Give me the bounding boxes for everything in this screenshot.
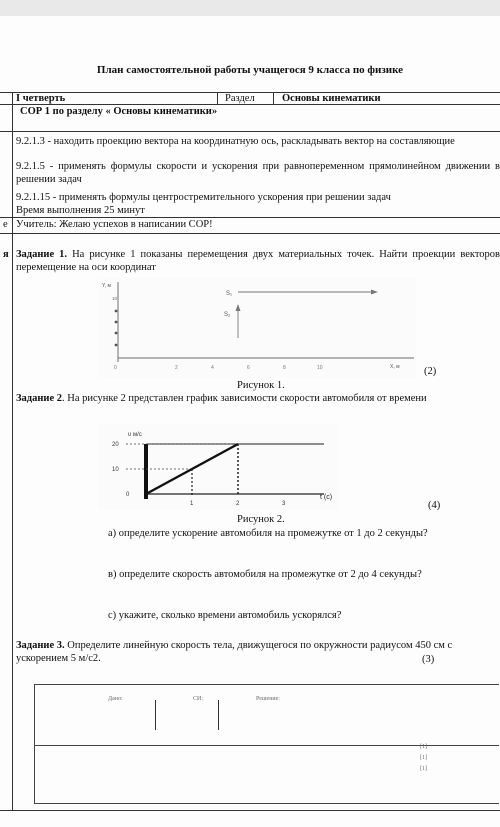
objective-1: 9.2.1.3 - находить проекцию вектора на координатную ось, раскладывать вектор на составляющие <box>16 136 455 147</box>
teacher-wish: Учитель: Желаю успехов в написании СОР! <box>16 219 213 230</box>
x-tick-label: 2 <box>175 365 178 371</box>
table-border-bottom <box>0 810 500 811</box>
objective-2: 9.2.1.5 - применять формулы скорости и ускорения при равнопеременном прямолинейном движении в решении задач <box>16 161 500 185</box>
task2-body: . На рисунке 2 представлен график зависимости скорости автомобиля от времени <box>62 393 427 404</box>
mark-2: [1] <box>420 755 427 761</box>
x-axis-label: X, м <box>390 364 400 370</box>
task2-label: Задание 2 <box>16 393 62 404</box>
quarter-label: I четверть <box>16 93 66 104</box>
answer-col-si: СИ: <box>193 696 204 702</box>
task3-label: Задание 3. <box>16 640 65 651</box>
task1-label: Задание 1. <box>16 249 68 260</box>
x-tick-label: 3 <box>282 501 286 507</box>
left-fragment: е <box>3 219 8 230</box>
section-value: Основы кинематики <box>282 93 381 104</box>
x-tick-label: 6 <box>247 365 250 371</box>
y-tick-label: 10 <box>112 296 118 301</box>
task3-points: (3) <box>422 654 435 665</box>
y-tick-mark <box>115 310 118 313</box>
answer-box-top <box>34 684 499 746</box>
question-c: с) укажите, сколько времени автомобиль ускорялся? <box>108 610 342 621</box>
table-row-divider <box>0 131 500 132</box>
x-tick-label: 0 <box>114 365 117 371</box>
task1-text <box>16 249 500 274</box>
answer-box-divider <box>155 700 156 730</box>
x-tick-label: 10 <box>317 365 323 371</box>
y-tick-mark <box>115 332 118 335</box>
table-row-divider <box>0 233 500 234</box>
task2-points: (4) <box>428 500 441 511</box>
y-tick-label: 10 <box>112 467 119 473</box>
objective-3: 9.2.1.15 - применять формулы центростремительного ускорения при решении задач <box>16 192 391 203</box>
table-col-divider <box>217 92 218 105</box>
time-limit: Время выполнения 25 минут <box>16 205 145 216</box>
table-left-column-line <box>12 92 13 810</box>
sor-title: СОР 1 по разделу « Основы кинематики» <box>20 106 218 117</box>
y-tick-label: 0 <box>126 492 130 498</box>
x-axis-label: t (c) <box>320 494 333 501</box>
y-axis-label: Y, м <box>102 283 111 289</box>
x-tick-label: 1 <box>190 501 194 507</box>
answer-box-bottom <box>34 743 499 804</box>
section-label: Раздел <box>225 93 255 104</box>
task1-body: На рисунке 1 показаны перемещения двух материальных точек. Найти проекции векторов перемещение на оси координат <box>16 249 500 273</box>
task2-text <box>16 393 500 406</box>
top-bar <box>0 0 500 16</box>
mark-1: [1] <box>420 744 427 750</box>
figure-1-caption: Рисунок 1. <box>237 380 285 391</box>
page-title: План самостоятельной работы учащегося 9 класса по физике <box>96 64 404 76</box>
left-fragment: я <box>3 249 9 260</box>
y-axis-label: υ м/с <box>128 432 142 438</box>
vector-s1-label: S₁ <box>226 291 233 297</box>
x-tick-label: 8 <box>283 365 286 371</box>
question-b: в) определите скорость автомобиля на промежутке от 2 до 4 секунды? <box>108 569 422 580</box>
x-tick-label: 4 <box>211 365 214 371</box>
vector-s2-label: S₂ <box>224 312 231 318</box>
answer-col-solution: Решение: <box>256 696 280 702</box>
task1-points: (2) <box>424 366 437 377</box>
y-tick-mark <box>115 321 118 324</box>
figure-1-chart <box>98 278 416 378</box>
task3-body: Определите линейную скорость тела, движущегося по окружности радиусом 450 см с ускорением 5 м/с2. <box>16 640 453 664</box>
y-tick-label: 20 <box>112 442 119 448</box>
x-tick-label: 2 <box>236 501 240 507</box>
answer-col-given: Дано: <box>108 696 123 702</box>
answer-box-divider <box>218 700 219 730</box>
y-tick-mark <box>115 344 118 347</box>
figure-2-caption: Рисунок 2. <box>237 514 285 525</box>
mark-3: [1] <box>420 766 427 772</box>
figure-2-chart <box>98 424 338 510</box>
question-a: а) определите ускорение автомобиля на промежутке от 1 до 2 секунды? <box>108 528 428 539</box>
table-col-divider <box>273 92 274 105</box>
